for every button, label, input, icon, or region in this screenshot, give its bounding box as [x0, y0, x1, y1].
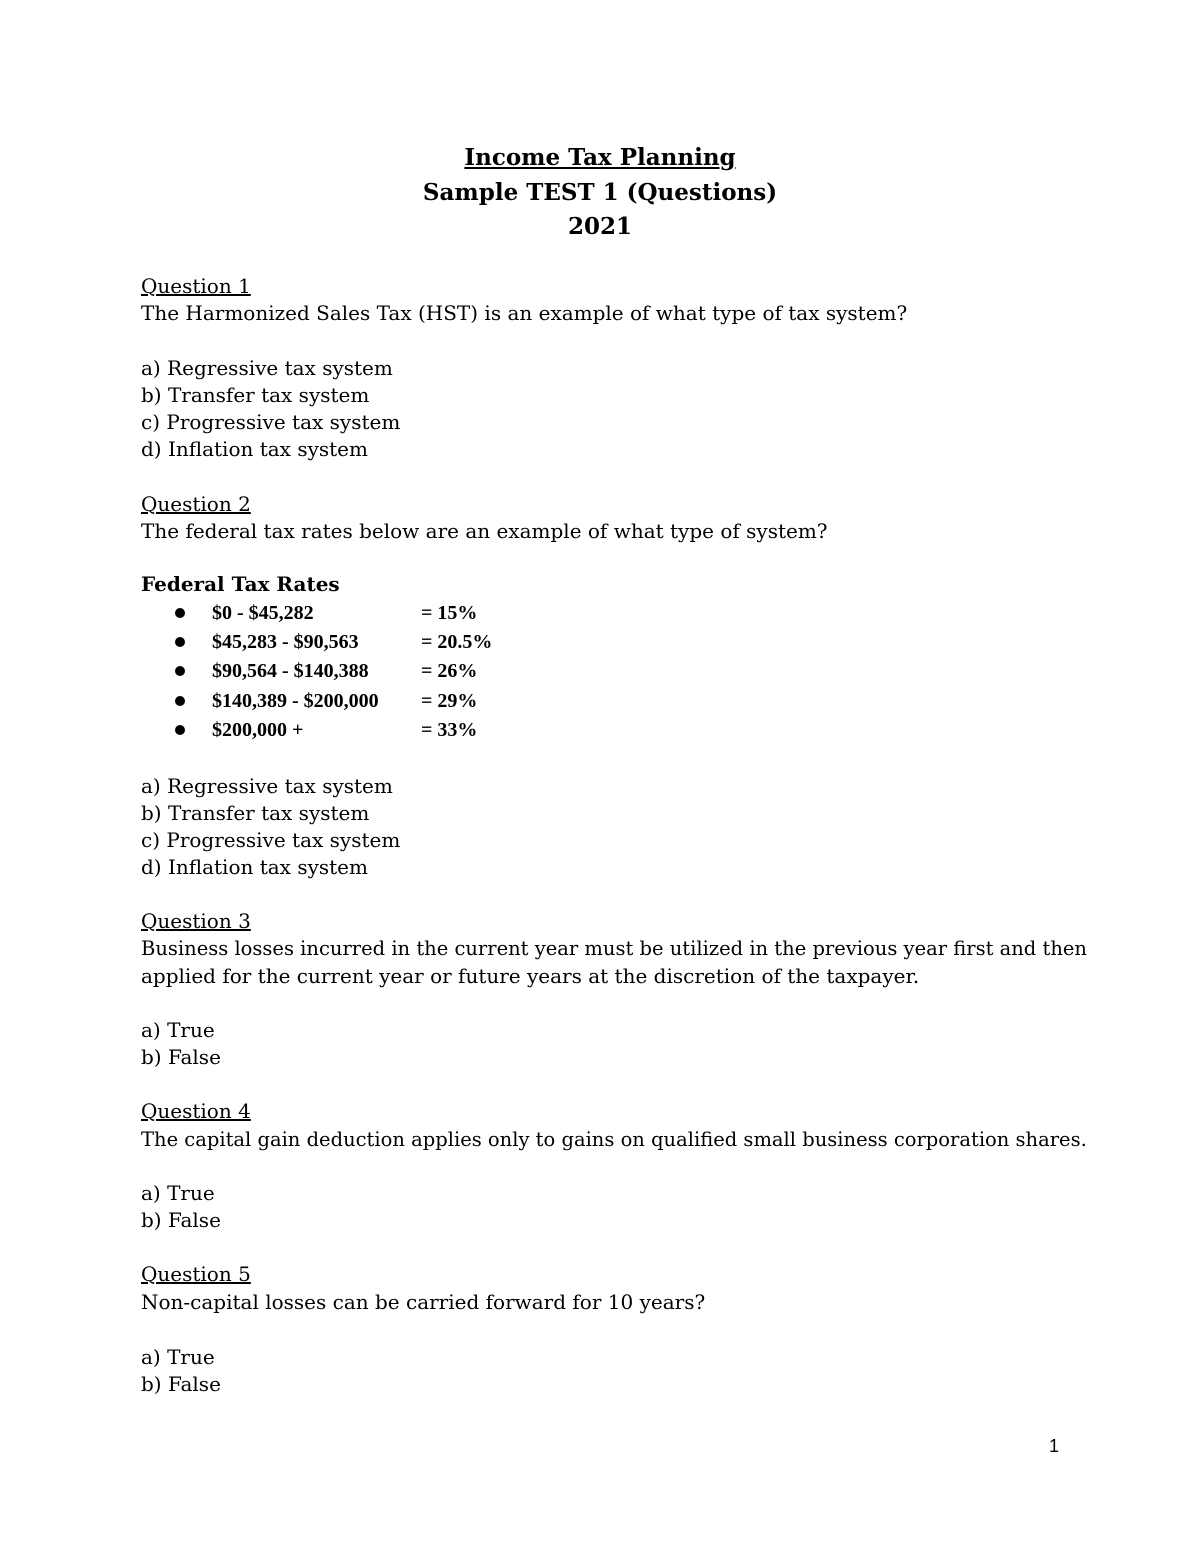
- question-2-text: The federal tax rates below are an example of what type of system?: [141, 519, 828, 543]
- question-3-label: Question 3: [141, 909, 251, 933]
- tax-bracket-range: $200,000 +: [212, 719, 304, 741]
- question-3-text-line-1: Business losses incurred in the current year must be utilized in the previous year first and then: [141, 937, 1087, 960]
- tax-bracket-rate: = 29%: [421, 690, 478, 712]
- question-4-label: Question 4: [141, 1099, 251, 1123]
- question-1-option-c: c) Progressive tax system: [141, 410, 401, 434]
- question-3-text-line-2: applied for the current year or future years at the discretion of the taxpayer.: [141, 964, 920, 988]
- bullet-icon: [175, 696, 185, 706]
- question-3-option-b: b) False: [141, 1045, 221, 1069]
- question-5-label: Question 5: [141, 1262, 251, 1286]
- page-number: 1: [1049, 1436, 1060, 1456]
- question-1-label: Question 1: [141, 274, 251, 298]
- document-title: [0, 143, 1200, 173]
- question-2-label: Question 2: [141, 492, 251, 516]
- title-text: Income Tax Planning: [464, 144, 736, 171]
- tax-bracket-range: $45,283 - $90,563: [212, 631, 359, 653]
- bullet-icon: [175, 637, 185, 647]
- tax-bracket-rate: = 20.5%: [421, 631, 493, 653]
- question-1-option-d: d) Inflation tax system: [141, 437, 368, 461]
- bullet-icon: [175, 725, 185, 735]
- document-subtitle: Sample TEST 1 (Questions): [422, 179, 778, 206]
- bullet-icon: [175, 666, 185, 676]
- question-2-option-b: b) Transfer tax system: [141, 801, 370, 825]
- tax-bracket-range: $90,564 - $140,388: [212, 660, 369, 682]
- question-4-option-a: a) True: [141, 1181, 215, 1205]
- tax-bracket-range: $0 - $45,282: [212, 602, 314, 624]
- question-1-option-a: a) Regressive tax system: [141, 356, 393, 380]
- tax-bracket-rate: = 15%: [421, 602, 478, 624]
- question-2-option-a: a) Regressive tax system: [141, 774, 393, 798]
- question-3-option-a: a) True: [141, 1018, 215, 1042]
- question-5-option-a: a) True: [141, 1345, 215, 1369]
- question-4-option-b: b) False: [141, 1208, 221, 1232]
- question-1-option-b: b) Transfer tax system: [141, 383, 370, 407]
- question-5-option-b: b) False: [141, 1372, 221, 1396]
- tax-bracket-rate: = 26%: [421, 660, 478, 682]
- tax-rates-title: Federal Tax Rates: [141, 572, 340, 596]
- question-1-text: The Harmonized Sales Tax (HST) is an example of what type of tax system?: [141, 301, 908, 325]
- tax-bracket-rate: = 33%: [421, 719, 478, 741]
- question-2-option-d: d) Inflation tax system: [141, 855, 368, 879]
- document-year: 2021: [567, 213, 632, 240]
- question-2-option-c: c) Progressive tax system: [141, 828, 401, 852]
- question-5-text: Non-capital losses can be carried forward for 10 years?: [141, 1290, 706, 1314]
- bullet-icon: [175, 608, 185, 618]
- question-4-text: The capital gain deduction applies only to gains on qualified small business corporation shares.: [141, 1128, 1087, 1151]
- tax-bracket-range: $140,389 - $200,000: [212, 690, 379, 712]
